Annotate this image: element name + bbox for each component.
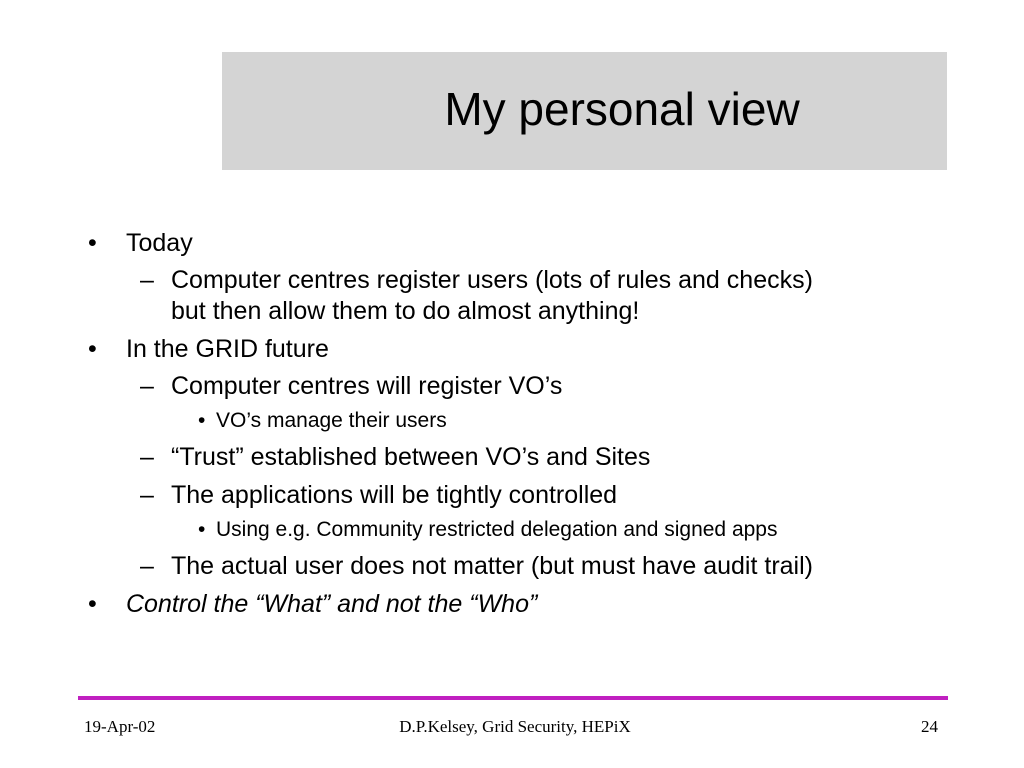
- footer-date: 19-Apr-02: [84, 717, 156, 736]
- sub-item-text: “Trust” established between VO’s and Sites: [171, 443, 651, 471]
- bullet-text: In the GRID future: [126, 335, 329, 363]
- sub-sub-item-text: Using e.g. Community restricted delegation and signed apps: [216, 518, 778, 541]
- bullet-icon: •: [198, 518, 206, 541]
- sub-item-text: Computer centres will register VO’s: [171, 372, 563, 400]
- page-number: 24: [921, 717, 938, 736]
- sub-item-text: The actual user does not matter (but must have audit trail): [171, 552, 813, 580]
- sub-sub-item-text: VO’s manage their users: [216, 409, 447, 432]
- bullet-text: Control the “What” and not the “Who”: [126, 590, 538, 618]
- slide-title: My personal view: [444, 83, 800, 135]
- footer-center: D.P.Kelsey, Grid Security, HEPiX: [399, 717, 631, 736]
- bullet-icon: •: [88, 335, 97, 363]
- bullet-icon: •: [88, 229, 97, 257]
- dash-icon: –: [140, 372, 154, 400]
- footer-divider: [78, 696, 948, 700]
- dash-icon: –: [140, 552, 154, 580]
- dash-icon: –: [140, 443, 154, 471]
- bullet-text: Today: [126, 229, 193, 257]
- sub-item-text: The applications will be tightly controlled: [171, 481, 618, 509]
- dash-icon: –: [140, 481, 154, 509]
- sub-item-text: Computer centres register users (lots of rules and checks): [171, 266, 813, 294]
- sub-item-continuation: but then allow them to do almost anything!: [171, 297, 640, 325]
- bullet-icon: •: [88, 590, 97, 618]
- bullet-icon: •: [198, 409, 206, 432]
- dash-icon: –: [140, 266, 154, 294]
